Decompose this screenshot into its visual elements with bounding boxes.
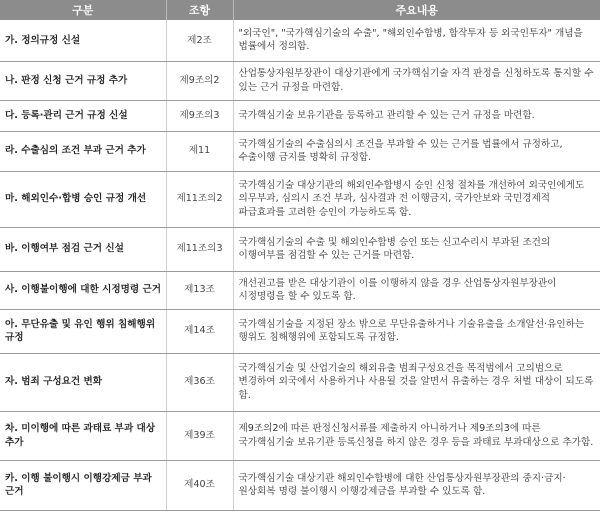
- row-content: 국가핵심기술 및 산업기술의 해외유출 범죄구성요건을 목적범에서 고의범으로 변경하여 외국에서 사용하거나 사용될 것을 알면서 유출하는 경우 처벌 대상이 되도록 함.: [233, 353, 600, 411]
- row-content: 국가핵심기술의 수출 및 해외인수합병 승인 또는 신고수리시 부과된 조건의 이행여부를 점검할 수 있는 근거를 마련함.: [233, 227, 600, 271]
- row-content: 국가핵심기술 대상기관의 해외인수합병시 승인 신청 절차를 개선하여 외국인에게도 의무부과, 심의시 조건 부과, 심사결과 전 이행금지, 국가안보와 국민경제적 파급효과를 고려한 승인이 가능하도록 함.: [233, 171, 600, 227]
- header-article: 조항: [166, 0, 233, 20]
- table-row: [0, 227, 600, 271]
- row-article: 제11: [166, 131, 233, 171]
- row-content: 개선권고를 받은 대상기관이 이를 이행하지 않을 경우 산업통상자원부장관이 시정명령을 할 수 있도록 함.: [233, 271, 600, 309]
- row-article: 제40조: [166, 460, 233, 510]
- table-row: [0, 411, 600, 460]
- row-category: 자. 범죄 구성요건 변화: [0, 353, 166, 411]
- row-category: 바. 이행여부 점검 근거 신설: [0, 227, 166, 271]
- table-row: [0, 353, 600, 411]
- header-content: 주요내용: [233, 0, 600, 20]
- row-article: 제9조의3: [166, 100, 233, 131]
- row-article: 제39조: [166, 411, 233, 460]
- table-row: [0, 171, 600, 227]
- row-content: 국가핵심기술 대상기관 해외인수합병에 대한 산업통상자원부장관의 중지·금지·원상회복 명령 불이행시 이행강제금을 부과할 수 있도록 함.: [233, 460, 600, 510]
- row-content: 산업통상자원부장관이 대상기관에게 국가핵심기술 자격 판정을 신청하도록 통지할 수 있는 근거 규정을 마련함.: [233, 61, 600, 100]
- row-category: 카. 이행 불이행시 이행강제금 부과 근거: [0, 460, 166, 510]
- row-content: 국가핵심기술의 수출심의시 조건을 부과할 수 있는 근거를 법률에서 규정하고, 수출이행 금지를 명확히 규정함.: [233, 131, 600, 171]
- row-category: 마. 해외인수·합병 승인 규정 개선: [0, 171, 166, 227]
- table-row: [0, 61, 600, 100]
- row-article: 제14조: [166, 309, 233, 353]
- row-content: 제9조의2에 따른 판정신청서류를 제출하지 아니하거나 제9조의3에 따른 국가핵심기술 보유기관 등록신청을 하지 않은 경우 등을 과태료 부과대상으로 추가함.: [233, 411, 600, 460]
- row-category: 다. 등록·관리 근거 규정 신설: [0, 100, 166, 131]
- row-category: 가. 정의규정 신설: [0, 20, 166, 61]
- table-row: [0, 309, 600, 353]
- header-category: 구분: [0, 0, 166, 20]
- row-article: 제11조의2: [166, 171, 233, 227]
- row-category: 나. 판정 신청 근거 규정 추가: [0, 61, 166, 100]
- row-article: 제2조: [166, 20, 233, 61]
- table-row: [0, 271, 600, 309]
- table-row: [0, 20, 600, 61]
- row-category: 사. 이행불이행에 대한 시정명령 근거: [0, 271, 166, 309]
- row-article: 제11조의3: [166, 227, 233, 271]
- row-content: 국가핵심기술 보유기관을 등록하고 관리할 수 있는 근거 규정을 마련함.: [233, 100, 600, 131]
- row-content: 국가핵심기술을 지정된 장소 밖으로 무단유출하거나 기술유출을 소개알선·유인하는 행위도 침해행위에 포함되도록 규정함.: [233, 309, 600, 353]
- table-header-row: [0, 0, 600, 20]
- table-row: [0, 100, 600, 131]
- row-category: 차. 미이행에 따른 과태료 부과 대상 추가: [0, 411, 166, 460]
- row-article: 제36조: [166, 353, 233, 411]
- table-row: [0, 460, 600, 510]
- row-category: 아. 무단유출 및 유인 행위 침해행위 규정: [0, 309, 166, 353]
- row-article: 제13조: [166, 271, 233, 309]
- row-article: 제9조의2: [166, 61, 233, 100]
- row-content: "외국인", "국가핵심기술의 수출", "해외인수합병, 합작투자 등 외국인투자" 개념을 법률에서 정의함.: [233, 20, 600, 61]
- table-row: [0, 131, 600, 171]
- row-category: 라. 수출심의 조건 부과 근거 추가: [0, 131, 166, 171]
